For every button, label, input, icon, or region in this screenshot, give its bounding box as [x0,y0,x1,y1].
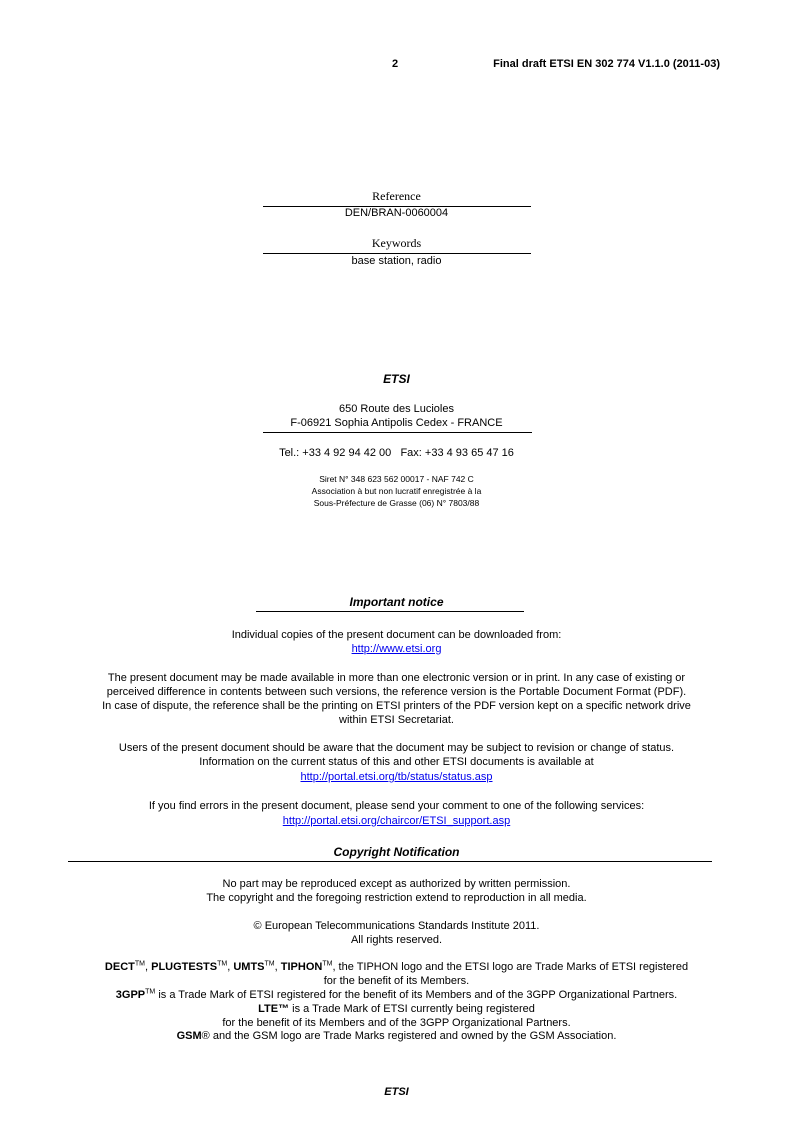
notice-text: within ETSI Secretariat. [339,714,454,726]
copyright-text: No part may be reproduced except as authorized by written permission. [222,878,571,890]
copyright-text: © European Telecommunications Standards Institute 2011. [253,920,540,932]
reference-label: Reference [372,189,421,203]
copyright-text: All rights reserved. [350,934,443,946]
prefecture-text: Sous-Préfecture de Grasse (06) N° 7803/88 [313,498,480,508]
etsi-website-link[interactable]: http://www.etsi.org [351,643,442,655]
document-title: Final draft ETSI EN 302 774 V1.1.0 (2011-03) [493,58,720,70]
contact-phone: Tel.: +33 4 92 94 42 00 Fax: +33 4 93 65 47 16 [279,447,514,459]
notice-text: perceived difference in contents between such versions, the reference version is the Portable Document Format (PDF). [106,686,687,698]
trademark-line: LTE™ is a Trade Mark of ETSI currently being registered [258,1003,535,1015]
notice-text: Individual copies of the present document can be downloaded from: [231,629,562,641]
trademark-line: for the benefit of its Members. [323,975,470,987]
divider [68,861,712,862]
association-text: Association à but non lucratif enregistrée à la [311,486,482,496]
support-link[interactable]: http://portal.etsi.org/chaircor/ETSI_support.asp [282,815,511,827]
notice-text: Information on the current status of this and other ETSI documents is available at [199,756,594,768]
copyright-text: The copyright and the foregoing restriction extend to reproduction in all media. [206,892,587,904]
divider [256,611,524,612]
status-link[interactable]: http://portal.etsi.org/tb/status/status.asp [300,771,493,783]
keywords-label: Keywords [371,236,422,250]
divider [263,432,532,433]
org-name: ETSI [383,372,410,386]
reference-value: DEN/BRAN-0060004 [344,207,449,219]
notice-text: In case of dispute, the reference shall be the printing on ETSI printers of the PDF version kept on a specific network drive [102,700,691,712]
address-line: F-06921 Sophia Antipolis Cedex - FRANCE [290,417,503,429]
address-line: 650 Route des Lucioles [339,403,454,415]
trademark-line: 3GPP™ is a Trade Mark of ETSI registered for the benefit of its Members and of the 3GPP Organizational Partners. [115,988,678,1001]
notice-text: Users of the present document should be aware that the document may be subject to revision or change of status. [118,742,675,754]
trademark-line: DECT™, PLUGTESTS™, UMTS™, TIPHON™, the TIPHON logo and the ETSI logo are Trade Marks of ETSI registered [104,960,689,973]
siret: Siret N° 348 623 562 00017 - NAF 742 C [319,474,474,484]
trademark-line: for the benefit of its Members and of the 3GPP Organizational Partners. [222,1017,571,1029]
important-notice-title: Important notice [349,595,444,609]
notice-text: The present document may be made available in more than one electronic version or in print. In any case of existing or [107,672,686,684]
footer-org: ETSI [384,1086,409,1098]
copyright-title: Copyright Notification [333,845,460,859]
trademark-line: GSM® and the GSM logo are Trade Marks registered and owned by the GSM Association. [176,1030,617,1042]
keywords-value: base station, radio [351,255,442,267]
page-number: 2 [392,58,399,70]
notice-text: If you find errors in the present document, please send your comment to one of the following services: [148,800,645,812]
